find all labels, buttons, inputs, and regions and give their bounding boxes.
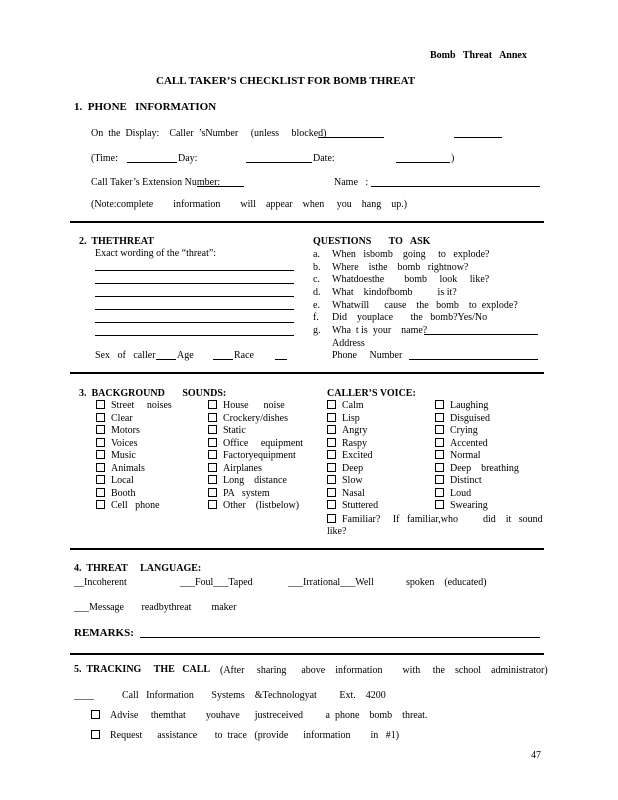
page-title: CALL TAKER’S CHECKLIST FOR BOMB THREAT [156,75,416,87]
checkbox[interactable] [96,438,105,447]
language-heading: 4. THREAT LANGUAGE: [74,563,202,574]
checkbox[interactable] [435,450,444,459]
exact-wording-label: Exact wording of the “threat”: [95,248,217,259]
tracking-step[interactable]: Request assistance to trace (provide information in #1) [91,730,399,741]
questions-heading: QUESTIONS TO ASK [313,236,431,247]
checkbox-item[interactable]: Distinct [435,475,482,486]
threat-wording-line-1[interactable] [95,270,294,271]
checkbox-item[interactable]: Normal [435,450,481,461]
checkbox[interactable] [327,463,336,472]
checkbox-item[interactable]: Voices [96,438,137,449]
race-label: Race [234,350,254,361]
address-label: Address [332,338,365,349]
checkbox[interactable] [435,488,444,497]
checkbox-item[interactable]: Street noises [96,400,172,411]
checkbox[interactable] [91,710,100,719]
checkbox[interactable] [327,514,336,523]
language-option[interactable]: ___Irrational___Well [288,577,374,588]
language-option[interactable]: spoken (educated) [406,577,487,588]
question-text: Whatwill cause the bomb to explode? [332,300,518,311]
section-divider-2 [70,372,544,374]
language-option[interactable]: ___Foul___Taped [180,577,253,588]
date-field[interactable] [396,162,450,163]
checkbox-item[interactable]: Deep breathing [435,463,519,474]
day-field[interactable] [246,162,312,163]
checkbox[interactable] [96,475,105,484]
checkbox-item[interactable]: Laughing [435,400,488,411]
question-text: When isbomb going to explode? [332,249,490,260]
age-label: Age [177,350,194,361]
checkbox[interactable] [208,475,217,484]
checkbox[interactable] [435,400,444,409]
question-text: Where isthe bomb rightnow? [332,262,469,273]
time-field[interactable] [127,162,177,163]
close-paren: ) [451,153,455,164]
annex-label: Bomb Threat Annex [430,50,527,61]
checkbox-item[interactable]: Disguised [435,413,490,424]
phone-number-field[interactable] [409,359,538,360]
tracking-step[interactable]: Advise themthat youhave justreceived a phone bomb threat. [91,710,427,721]
checkbox-item[interactable]: Angry [327,425,368,436]
language-option[interactable]: ___Message readbythreat maker [74,602,237,613]
checkbox-item[interactable]: Raspy [327,438,367,449]
sex-field[interactable] [156,359,176,360]
checkbox[interactable] [327,400,336,409]
checkbox[interactable] [208,500,217,509]
checkbox-item[interactable]: Excited [327,450,373,461]
checkbox-item[interactable]: Calm [327,400,364,411]
checkbox[interactable] [96,450,105,459]
threat-wording-line-3[interactable] [95,296,294,297]
question-item: e. [313,300,320,311]
question-text: Wha t is your name? [332,325,428,336]
checkbox-item[interactable]: Nasal [327,488,365,499]
checkbox[interactable] [327,475,336,484]
question-item: g. [313,325,321,336]
checkbox[interactable] [208,463,217,472]
checkbox-item[interactable]: Booth [96,488,135,499]
threat-wording-line-5[interactable] [95,322,294,323]
section-divider-4 [70,653,544,655]
checkbox-item[interactable]: Long distance [208,475,287,486]
checkbox[interactable] [327,500,336,509]
checkbox-item[interactable]: Stuttered [327,500,378,511]
checkbox[interactable] [435,438,444,447]
checkbox[interactable] [96,425,105,434]
checkbox[interactable] [435,425,444,434]
checkbox-item[interactable]: Swearing [435,500,488,511]
section-divider-1 [70,221,544,223]
question-item: d. [313,287,321,298]
checkbox[interactable] [96,400,105,409]
checkbox-item[interactable]: Crockery/dishes [208,413,288,424]
extension-label: Call Taker’s Extension Number: [91,177,221,188]
checkbox[interactable] [435,413,444,422]
threat-heading: 2. THETHREAT [79,236,154,247]
checkbox[interactable] [96,488,105,497]
day-label: Day: [178,153,198,164]
note-text: (Note:complete information will appear when you hang up.) [91,199,408,210]
checkbox[interactable] [327,488,336,497]
name-field[interactable] [371,186,540,187]
checkbox-item[interactable]: Lisp [327,413,360,424]
section-divider-3 [70,548,544,550]
checkbox[interactable] [435,475,444,484]
caller-number-field[interactable] [318,137,384,138]
checkbox-item[interactable]: Factoryequipment [208,450,296,461]
checkbox[interactable] [208,425,217,434]
tracking-instruction: (After sharing above information with the school administrator) [220,665,548,676]
checkbox[interactable] [327,438,336,447]
checkbox-item[interactable]: Music [96,450,136,461]
checkbox[interactable] [91,730,100,739]
familiar-tail: like? [327,526,347,537]
caller-name-field[interactable] [424,334,538,335]
checkbox[interactable] [327,413,336,422]
name-label: Name : [334,177,369,188]
tracking-blank[interactable]: ____ [74,690,94,701]
checkbox-item[interactable]: Other (listbelow) [208,500,299,511]
date-label: Date: [313,153,335,164]
question-item: f. [313,312,319,323]
page-number: 47 [531,750,541,761]
checkbox[interactable] [327,425,336,434]
checkbox[interactable] [208,413,217,422]
checkbox[interactable] [96,413,105,422]
remarks-label: REMARKS: [74,627,134,639]
voice-heading: CALLER’S VOICE: [327,388,416,399]
question-text: Whatdoesthe bomb look like? [332,274,490,285]
age-field[interactable] [213,359,233,360]
race-field[interactable] [275,359,287,360]
tracking-heading: 5. TRACKING THE CALL [74,664,211,675]
checkbox[interactable] [435,500,444,509]
familiar-checkbox-item[interactable]: Familiar? If familiar,who did it sound [327,514,543,525]
checkbox-item[interactable]: Accented [435,438,488,449]
checkbox[interactable] [208,450,217,459]
checkbox-item[interactable]: Static [208,425,246,436]
time-label: (Time: [91,153,118,164]
checkbox[interactable] [96,500,105,509]
extension-field[interactable] [197,186,244,187]
checkbox[interactable] [208,400,217,409]
checkbox-item[interactable]: Slow [327,475,363,486]
checkbox-item[interactable]: Crying [435,425,478,436]
checkbox-item[interactable]: Clear [96,413,133,424]
checkbox-item[interactable]: Local [96,475,134,486]
checkbox-item[interactable]: House noise [208,400,285,411]
checkbox-item[interactable]: Motors [96,425,140,436]
checkbox[interactable] [327,450,336,459]
checkbox-item[interactable]: Airplanes [208,463,262,474]
checkbox-item[interactable]: Loud [435,488,471,499]
threat-wording-line-2[interactable] [95,283,294,284]
checkbox[interactable] [435,463,444,472]
remarks-field[interactable] [140,637,540,638]
question-item: b. [313,262,321,273]
checkbox-item[interactable]: PA system [208,488,270,499]
question-item: a. [313,249,320,260]
background-heading: 3. BACKGROUND SOUNDS: [79,388,227,399]
phone-heading: 1. PHONE INFORMATION [74,101,217,113]
checkbox-item[interactable]: Cell phone [96,500,160,511]
checkbox[interactable] [96,463,105,472]
question-item: c. [313,274,320,285]
caller-number-field-2[interactable] [454,137,502,138]
checkbox[interactable] [208,438,217,447]
threat-wording-line-4[interactable] [95,309,294,310]
phone-number-label: Phone Number [332,350,403,361]
sex-label: Sex of caller [95,350,156,361]
question-text: What kindofbomb is it? [332,287,457,298]
language-option[interactable]: __Incoherent [74,577,127,588]
checkbox-item[interactable]: Office equipment [208,438,303,449]
checkbox-item[interactable]: Deep [327,463,363,474]
call-info-text: Call Information Systems &Technologyat Ext. 4200 [122,690,386,701]
checkbox[interactable] [208,488,217,497]
checkbox-item[interactable]: Animals [96,463,145,474]
question-text: Did youplace the bomb?Yes/No [332,312,488,323]
threat-wording-line-6[interactable] [95,335,294,336]
display-label: On the Display: Caller ’sNumber (unless blocked) [91,128,327,139]
